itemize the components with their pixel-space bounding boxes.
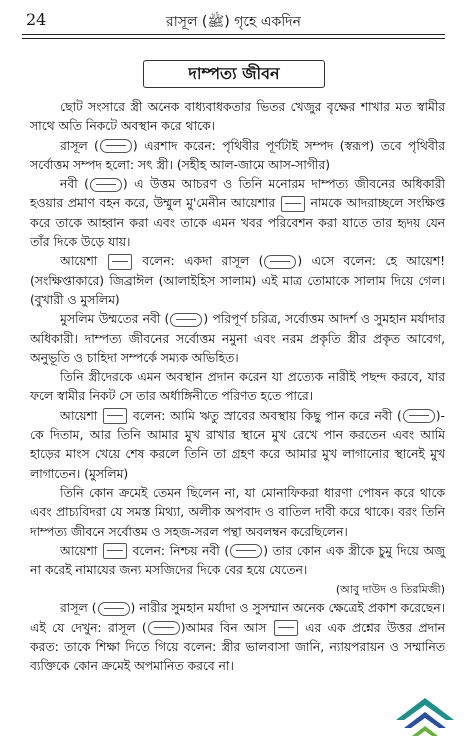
header-rule-bottom bbox=[22, 38, 445, 39]
pbuh-calligraphy-icon bbox=[264, 255, 296, 269]
page-number: 24 bbox=[26, 10, 47, 29]
radiallahu-calligraphy-icon bbox=[103, 408, 127, 424]
paragraph: মুসলিম উম্মতের নবী ( ) পরিপূর্ণ চরিত্র, সর্বোত্তম আদর্শ ও সুমহান মর্যাদার অধিকারী। দাম্পত্য জীবনের সর্বোত্তম নমুনা এবং নরম প্রকৃতি স্ত্রীর প্রকৃত আবেগ, অনুভূতি ও চাহিদা সম্পর্কে সম্যক অভিহিত। bbox=[30, 312, 446, 365]
chapter-title: দাম্পত্য জীবন bbox=[188, 63, 280, 83]
radiallahu-calligraphy-icon bbox=[274, 620, 298, 636]
pbuh-calligraphy-icon bbox=[170, 313, 202, 327]
pbuh-calligraphy-icon bbox=[148, 621, 180, 635]
publisher-logo-icon bbox=[392, 690, 458, 740]
page-header bbox=[0, 0, 467, 40]
paragraph: আয়েশা বলেন: একদা রাসূল ( ) এসে বলেন: হে আয়েশ! (সংক্ষিপ্তাকারে) জিব্রাঈল (আলাইহিস সালাম) এই মাত্র তোমাকে সালাম দিয়ে গেল। (বুখারী ও মুসলিম) bbox=[30, 254, 445, 307]
pbuh-calligraphy-icon bbox=[90, 178, 122, 192]
paragraph: আয়েশা বলেন: আমি ঋতু স্রাবের অবস্থায় কিছু পান করে নবী ( )-কে দিতাম, আর তিনি আমার মুখ রাখার স্থানে মুখ রেখে পান করতেন এবং আমি হাড়ের মাংস খেয়ে শেষ করলে তিনি তা গ্রহণ করে আমার মুখ লাগানোর স্থানেই মুখ লাগাতেন। (মুসলিম) bbox=[30, 408, 445, 481]
paragraph: রাসূল ( ) নারীর সুমহান মর্যাদা ও সুসম্মান অনেক ক্ষেত্রেই প্রকাশ করেছেন। এই যে দেখুন: রাসূল ( )আমর বিন আস এর এক প্রশ্নের উত্তর প্রদান করত: তাকে শিক্ষা দিতে গিয়ে বলেন: স্ত্রীর ভালবাসা জানি, ন্যায়পরায়ন ও সম্মানিত ব্যক্তিকে কোন ক্রমেই অপমানিত করবে না। bbox=[30, 601, 445, 674]
hadith-citation: (আবু দাউদ ও তিরমিজী) bbox=[335, 583, 445, 597]
pbuh-calligraphy-icon bbox=[100, 139, 132, 153]
body-text bbox=[30, 98, 445, 677]
paragraph: তিনি কোন ক্রমেই তেমন ছিলেন না, যা মোনাফিকরা ধারণা পোষন করে থাকে এবং প্রাচ্যবিদরা যে সমস্ত মিথ্যা, অলীক অপবাদ ও বাতিল দাবী করে থাকে। বরং তিনি দাম্পত্য জীবনে সর্বোত্তম ও সহজ-সরল পন্থা অবলম্বন করেছিলেন। bbox=[30, 485, 445, 539]
paragraph: আয়েশা বলেন: নিশ্চয় নবী ( ) তার কোন এক স্ত্রীকে চুমু দিয়ে অজু না করেই নামাযের জন্য মসজিদের দিকে বের হয়ে যেতেন। bbox=[30, 543, 446, 578]
paragraph: ছোট সংসারে স্ত্রী অনেক বাধ্যবাধকতার ভিতর খেজুর বৃক্ষের শাখার মত স্বামীর সাথে অতি নিকটে অবস্থান করে থাকে। bbox=[30, 100, 445, 134]
pbuh-calligraphy-icon bbox=[98, 602, 130, 616]
header-rule-top bbox=[22, 34, 445, 35]
paragraph: রাসূল ( ) এরশাদ করেন: পৃথিবীর পূর্ণটাই সম্পদ (স্বরূপ) তবে পৃথিবীর সর্বোত্তম সম্পদ হলো: সৎ স্ত্রী। (সহীহ আল-জামে আস-সাগীর) bbox=[30, 138, 445, 172]
radiallahu-calligraphy-icon bbox=[103, 543, 127, 559]
radiallahu-calligraphy-icon bbox=[108, 254, 132, 270]
paragraph: তিনি স্ত্রীদেরকে এমন অবস্থান প্রদান করেন যা প্রত্যেক নারীই পছন্দ করবে, যার ফলে স্বামীর নিকট সে তার অর্ধাঙ্গিনীতে পরিণত হতে পারে। bbox=[30, 370, 445, 404]
paragraph: নবী ( ) এ উত্তম আচরণ ও তিনি মনোরম দাম্পত্য জীবনের অধিকারী হওয়ার প্রমাণ বহন করে, উম্মুল মু'মেনীন আয়েশার নামকে আদরাচ্ছলে সংক্ষিপ্ত করে তাকে আহ্বান করা এবং তাকে এমন খবর পরিবেশন করা যাতে তার হৃদয় যেন তাঁর দিকে উড়ে যায়। bbox=[30, 177, 445, 250]
pbuh-calligraphy-icon bbox=[230, 544, 262, 558]
pbuh-calligraphy-icon bbox=[403, 409, 435, 423]
running-head: রাসূল (ﷺ) গৃহে একদিন bbox=[166, 14, 301, 30]
radiallahu-calligraphy-icon bbox=[281, 196, 305, 212]
logo-chevron-green bbox=[412, 726, 438, 736]
chapter-title-box bbox=[143, 60, 325, 88]
